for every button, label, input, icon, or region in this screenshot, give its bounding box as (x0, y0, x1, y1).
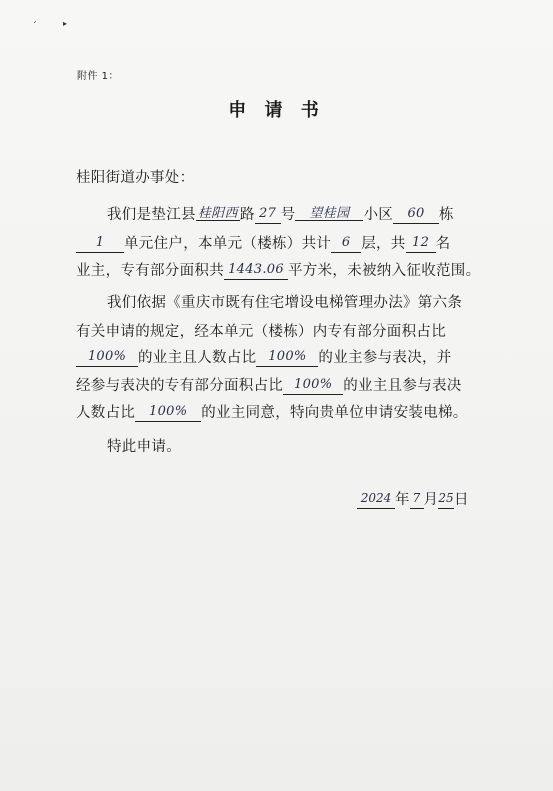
year-blank: 2024 (357, 492, 395, 509)
month-blank: 7 (410, 492, 424, 509)
signature-date: 2024 年 7 月25日 (357, 488, 469, 509)
page-title: 申 请 书 (228, 100, 325, 121)
pct4-blank: 100% (135, 405, 201, 422)
corner-mark: ˊ (32, 21, 37, 32)
para2-line5: 人数占比 100% 的业主同意，特向贵单位申请安装电梯。 (76, 404, 468, 421)
households-blank: 12 (406, 236, 436, 253)
closing-text: 特此申请。 (107, 439, 181, 455)
number-blank: 27 (255, 207, 281, 224)
community-blank: 望桂园 (295, 204, 363, 221)
para2-line4: 经参与表决的专有部分面积占比 100% 的业主且参与表决 (76, 377, 462, 394)
pct1-blank: 100% (76, 350, 138, 367)
area-blank: 1443.06 (224, 263, 288, 280)
day-blank: 25 (438, 492, 454, 509)
floors-blank: 6 (331, 236, 361, 253)
building-blank: 60 (393, 207, 439, 224)
para2-line1: 我们依据《重庆市既有住宅增设电梯管理办法》第六条 (107, 295, 463, 311)
pct2-blank: 100% (256, 350, 318, 367)
addressee: 桂阳街道办事处： (76, 170, 195, 186)
road-blank: 桂阳西 (196, 204, 240, 221)
unit-blank: 1 (76, 236, 124, 253)
para2-line3: 100% 的业主且人数占比 100% 的业主参与表决，并 (76, 346, 452, 367)
para1-line2: 1 单元住户，本单元（楼栋）共计 6 层，共 12 名 (76, 232, 450, 253)
pct3-blank: 100% (283, 378, 343, 395)
attachment-label: 附件 1： (77, 71, 120, 82)
corner-arrow-icon: ▸ (63, 19, 68, 28)
para2-line2: 有关申请的规定，经本单元（楼栋）内专有部分面积占比 (76, 324, 446, 340)
para1-line1: 我们是垫江县 桂阳西 路 27 号 望桂园 小区 60 栋 (107, 206, 454, 223)
para1-line3: 业主，专有部分面积共 1443.06 平方米，未被纳入征收范围。 (76, 262, 481, 279)
